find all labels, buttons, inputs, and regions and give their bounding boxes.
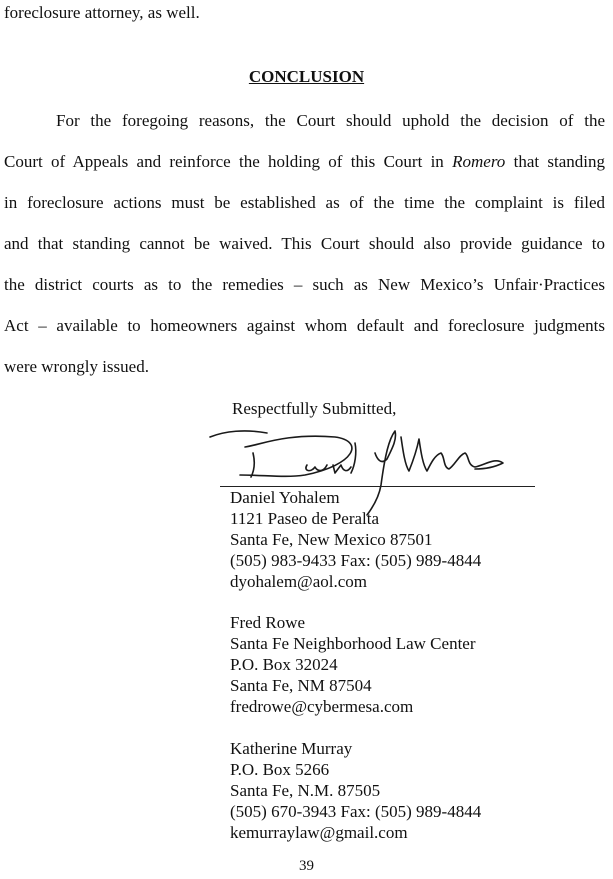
email-line: fredrowe@cybermesa.com xyxy=(230,697,414,716)
address-line: 1121 Paseo de Peralta xyxy=(230,509,380,528)
address-line: Santa Fe, New Mexico 87501 xyxy=(230,530,433,549)
phone-line: (505) 670-3943 Fax: (505) 989-4844 xyxy=(230,802,482,821)
address-line: P.O. Box 5266 xyxy=(230,760,330,779)
signatory-name: Katherine Murray xyxy=(230,739,353,758)
paragraph-line: were wrongly issued. xyxy=(4,357,149,376)
continuation-line: foreclosure attorney, as well. xyxy=(4,3,200,22)
text-segment: Court of Appeals and reinforce the holding of this Court in xyxy=(4,152,453,171)
case-name: Romero xyxy=(452,152,506,171)
paragraph-line: the district courts as to the remedies – such as New Mexico’s Unfair·Practices xyxy=(4,275,605,294)
organization-line: Santa Fe Neighborhood Law Center xyxy=(230,634,476,653)
address-line: P.O. Box 32024 xyxy=(230,655,338,674)
section-heading: CONCLUSION xyxy=(248,67,365,86)
paragraph-line xyxy=(4,148,605,189)
conclusion-paragraph xyxy=(4,107,605,394)
text-segment: that standing xyxy=(505,152,605,171)
signatory-block xyxy=(230,738,481,843)
email-line: kemurraylaw@gmail.com xyxy=(230,823,408,842)
closing-phrase: Respectfully Submitted, xyxy=(232,399,397,418)
address-line: Santa Fe, N.M. 87505 xyxy=(230,781,381,800)
paragraph-line: in foreclosure actions must be established as of the time the complaint is filed xyxy=(4,193,605,212)
phone-line: (505) 983-9433 Fax: (505) 989-4844 xyxy=(230,551,482,570)
signatory-name: Fred Rowe xyxy=(230,613,306,632)
signatory-name: Daniel Yohalem xyxy=(230,488,340,507)
address-line: Santa Fe, NM 87504 xyxy=(230,676,372,695)
page-number: 39 xyxy=(299,858,314,874)
email-line: dyohalem@aol.com xyxy=(230,572,367,591)
paragraph-line: and that standing cannot be waived. This Court should also provide guidance to xyxy=(4,234,605,253)
paragraph-line: Act – available to homeowners against whom default and foreclosure judgments xyxy=(4,316,605,335)
signatory-block xyxy=(230,487,481,592)
signatory-block xyxy=(230,612,476,717)
paragraph-line: For the foregoing reasons, the Court should uphold the decision of the xyxy=(56,111,605,130)
